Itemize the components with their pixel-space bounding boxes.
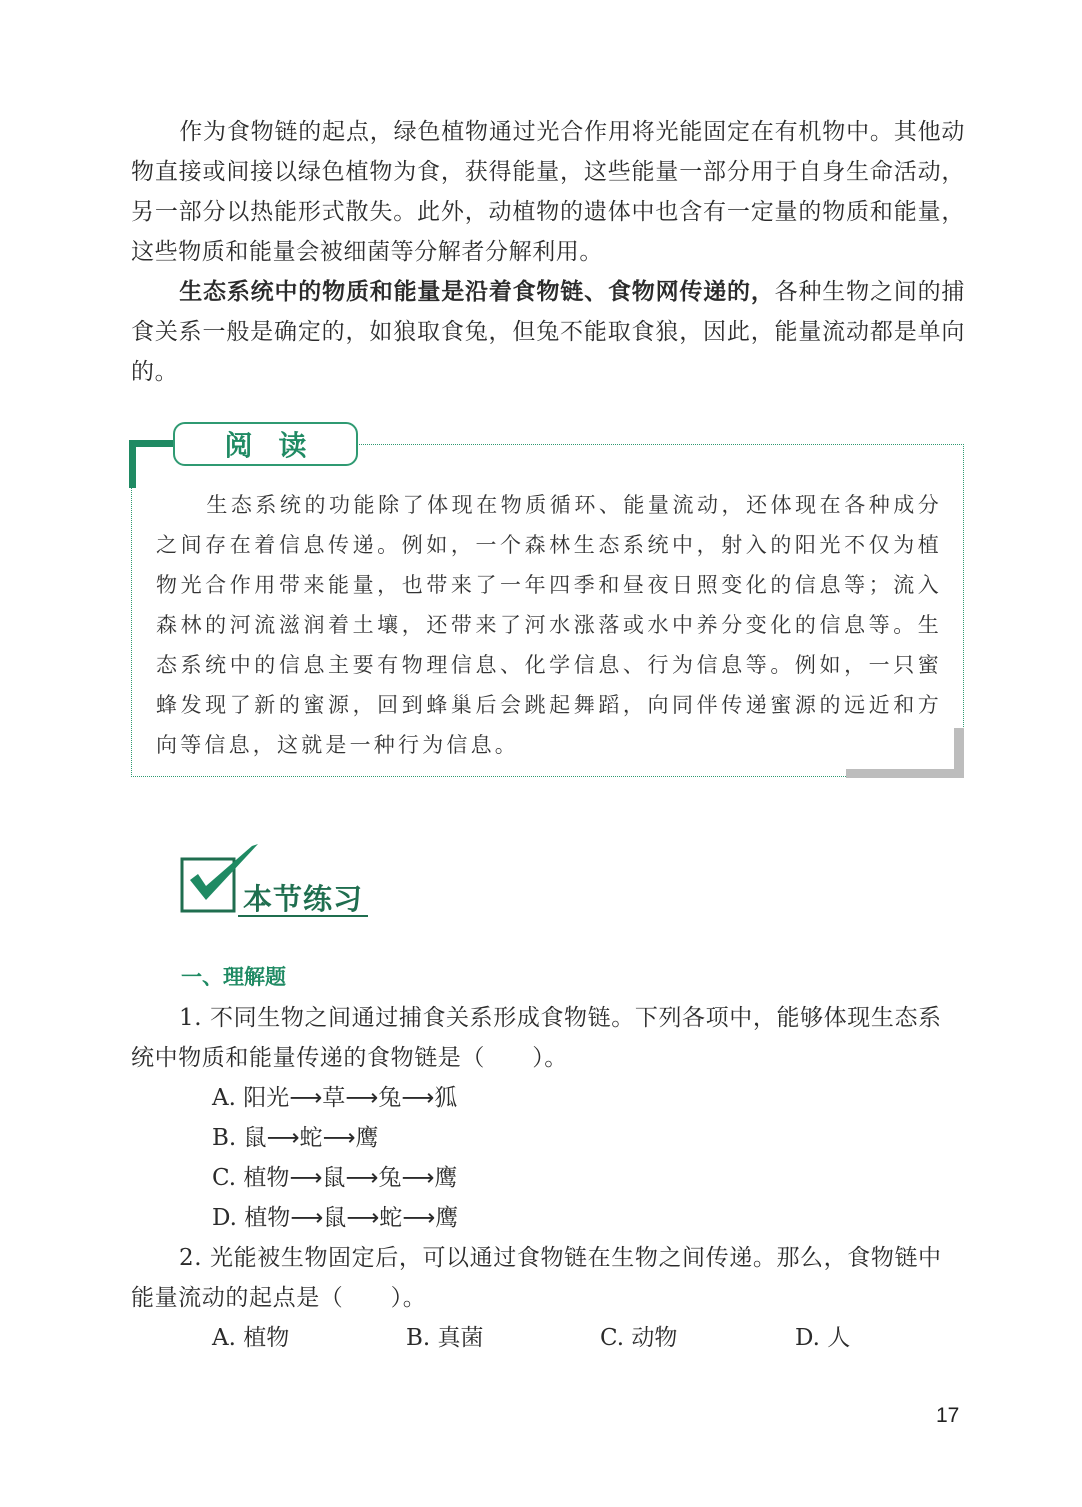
q1-option-b[interactable]: B. 鼠⟶蛇⟶鹰 <box>212 1125 379 1151</box>
q1-option-d[interactable]: D. 植物⟶鼠⟶蛇⟶鹰 <box>212 1205 459 1231</box>
exercise-title: 本节练习 <box>243 882 364 916</box>
reading-box-text <box>156 485 942 765</box>
q2-option-a[interactable]: A. 植物 <box>212 1325 290 1351</box>
q2-option-d[interactable]: D. 人 <box>795 1325 851 1351</box>
reading-box-body: 生态系统的功能除了体现在物质循环、能量流动，还体现在各种成分之间存在着信息传递。例如，一个森林生态系统中，射入的阳光不仅为植物光合作用带来能量，也带来了一年四季和昼夜日照变化的信息等；流入森林的河流滋润着土壤，还带来了河水涨落或水中养分变化的信息等。生态系统中的信息主要有物理信息、化学信息、行为信息等。例如，一只蜜蜂发现了新的蜜源，回到蜂巢后会跳起舞蹈，向同伴传递蜜源的远近和方向等信息，这就是一种行为信息。 <box>156 493 942 757</box>
q1-option-a[interactable]: A. 阳光⟶草⟶兔⟶狐 <box>212 1085 458 1111</box>
arrow-right-icon: ⟶ <box>322 1125 356 1151</box>
arrow-right-icon: ⟶ <box>290 1205 324 1231</box>
question-1-text: 1. 不同生物之间通过捕食关系形成食物链。下列各项中，能够体现生态系统中物质和能量传递的食物链是（ ）。 <box>131 1005 942 1071</box>
body-paragraph-1-text: 作为食物链的起点，绿色植物通过光合作用将光能固定在有机物中。其他动物直接或间接以绿色植物为食，获得能量，这些能量一部分用于自身生命活动，另一部分以热能形式散失。此外，动植物的遗体中也含有一定量的物质和能量，这些物质和能量会被细菌等分解者分解利用。 <box>131 119 965 265</box>
question-2 <box>131 1238 965 1318</box>
section-heading: 一、理解题 <box>181 965 286 989</box>
reading-box-corner-bracket <box>129 440 177 488</box>
arrow-right-icon: ⟶ <box>401 1085 435 1111</box>
q2-option-b[interactable]: B. 真菌 <box>406 1325 484 1351</box>
arrow-right-icon: ⟶ <box>402 1205 436 1231</box>
body-paragraph-2-text: 各种生物之间的捕食关系一般是确定的，如狼取食兔，但兔不能取食狼，因此，能量流动都是单向的。 <box>131 279 965 385</box>
arrow-right-icon: ⟶ <box>345 1165 379 1191</box>
question-2-text: 2. 光能被生物固定后，可以通过食物链在生物之间传递。那么，食物链中能量流动的起点是（ ）。 <box>131 1245 942 1311</box>
arrow-right-icon: ⟶ <box>266 1125 300 1151</box>
arrow-right-icon: ⟶ <box>345 1085 379 1111</box>
body-paragraph-1 <box>131 112 965 272</box>
body-paragraph-2 <box>131 272 965 392</box>
page-number: 17 <box>936 1404 960 1427</box>
arrow-right-icon: ⟶ <box>401 1165 435 1191</box>
arrow-right-icon: ⟶ <box>289 1085 323 1111</box>
q2-option-c[interactable]: C. 动物 <box>600 1325 678 1351</box>
key-statement: 生态系统中的物质和能量是沿着食物链、食物网传递的， <box>179 279 775 305</box>
reading-box-shadow-bottom <box>846 769 964 778</box>
arrow-right-icon: ⟶ <box>289 1165 323 1191</box>
arrow-right-icon: ⟶ <box>346 1205 380 1231</box>
reading-box-title: 阅读 <box>173 422 358 466</box>
question-1 <box>131 998 965 1078</box>
q1-option-c[interactable]: C. 植物⟶鼠⟶兔⟶鹰 <box>212 1165 458 1191</box>
